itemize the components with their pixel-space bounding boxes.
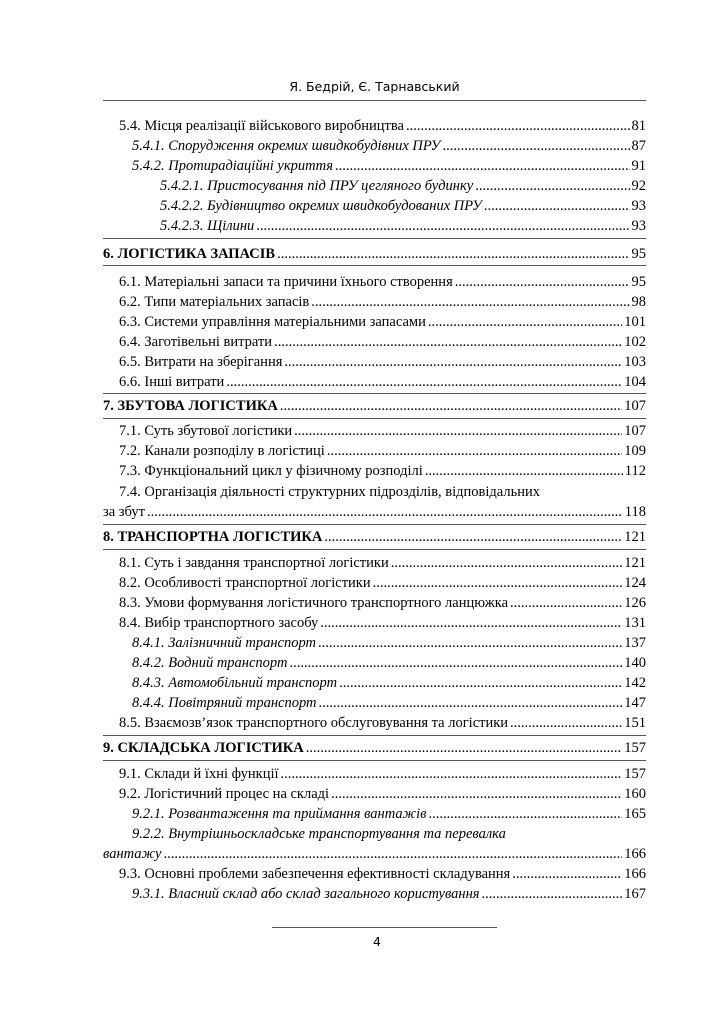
toc-entry-8-4[interactable]: 8.4. Вибір транспортного засобу ..... 131 [103, 613, 646, 633]
toc-entry-7-4-line1[interactable]: 7.4. Організація діяльності структурних підрозділів, відповідальних [119, 484, 540, 500]
toc-entry-8-1[interactable]: 8.1. Суть і завдання транспортної логістики ..... 121 [103, 553, 646, 573]
section-divider [103, 524, 646, 525]
toc-entry-9-2-2-line1[interactable]: 9.2.2. Внутрішньоскладське транспортування та перевалка [132, 826, 506, 842]
toc-entry-6-4[interactable]: 6.4. Заготівельні витрати ..... 102 [103, 332, 646, 352]
toc-entry-6-3[interactable]: 6.3. Системи управління матеріальними запасами ..... 101 [103, 312, 646, 332]
toc-chapter-9[interactable]: 9. СКЛАДСЬКА ЛОГІСТИКА ..... 157 [103, 738, 646, 758]
section-divider [103, 549, 646, 550]
toc-entry-7-2[interactable]: 7.2. Канали розподілу в логістиці ..... 109 [103, 441, 646, 461]
section-divider [103, 418, 646, 419]
toc-entry-5-4-2-1[interactable]: 5.4.2.1. Пристосування під ПРУ цегляного будинку ..... 92 [103, 176, 646, 196]
toc-entry-7-1[interactable]: 7.1. Суть збутової логістики ..... 107 [103, 421, 646, 441]
toc-entry-9-2[interactable]: 9.2. Логістичний процес на складі ..... 160 [103, 784, 646, 804]
toc-chapter-7[interactable]: 7. ЗБУТОВА ЛОГІСТИКА ..... 107 [103, 396, 646, 416]
toc-entry-6-2[interactable]: 6.2. Типи матеріальних запасів ..... 98 [103, 292, 646, 312]
toc-entry-9-3[interactable]: 9.3. Основні проблеми забезпечення ефективності складування ..... 166 [103, 864, 646, 884]
toc-entry-5-4-1[interactable]: 5.4.1. Спорудження окремих швидкобудівних ПРУ ..... 87 [103, 136, 646, 156]
toc-entry-8-4-4[interactable]: 8.4.4. Повітряний транспорт ..... 147 [103, 693, 646, 713]
toc-entry-8-5[interactable]: 8.5. Взаємозв’язок транспортного обслуговування та логістики ..... 151 [103, 713, 646, 733]
section-divider [103, 238, 646, 239]
header-rule [103, 100, 646, 101]
toc-entry-5-4-2-3[interactable]: 5.4.2.3. Щілини ..... 93 [103, 216, 646, 236]
toc-entry-8-4-3[interactable]: 8.4.3. Автомобільний транспорт ..... 142 [103, 673, 646, 693]
footer-rule [272, 927, 497, 928]
running-header: Я. Бедрій, Є. Тарнавський [289, 79, 460, 94]
toc-entry-6-6[interactable]: 6.6. Інші витрати ..... 104 [103, 372, 646, 392]
toc-entry-8-2[interactable]: 8.2. Особливості транспортної логістики ..... 124 [103, 573, 646, 593]
toc-entry-5-4[interactable]: 5.4. Місця реалізації військового виробництва ..... 81 [103, 116, 646, 136]
toc-entry-8-4-1[interactable]: 8.4.1. Залізничний транспорт ..... 137 [103, 633, 646, 653]
toc-chapter-8[interactable]: 8. ТРАНСПОРТНА ЛОГІСТИКА ..... 121 [103, 527, 646, 547]
section-divider [103, 735, 646, 736]
toc-entry-9-2-1[interactable]: 9.2.1. Розвантаження та приймання вантажів ..... 165 [103, 804, 646, 824]
toc-chapter-6[interactable]: 6. ЛОГІСТИКА ЗАПАСІВ ..... 95 [103, 244, 646, 264]
section-divider [103, 760, 646, 761]
toc-entry-9-3-1[interactable]: 9.3.1. Власний склад або склад загального користування ..... 167 [103, 884, 646, 904]
page-number: 4 [373, 934, 381, 949]
toc-entry-7-3[interactable]: 7.3. Функціональний цикл у фізичному розподілі ..... 112 [103, 461, 646, 481]
toc-entry-6-1[interactable]: 6.1. Матеріальні запаси та причини їхнього створення ..... 95 [103, 272, 646, 292]
section-divider [103, 265, 646, 266]
toc-entry-5-4-2[interactable]: 5.4.2. Протирадіаційні укриття ..... 91 [103, 156, 646, 176]
section-divider [103, 393, 646, 394]
toc-entry-8-4-2[interactable]: 8.4.2. Водний транспорт ..... 140 [103, 653, 646, 673]
toc-entry-7-4[interactable]: за збут ..... 118 [103, 502, 646, 522]
toc-entry-9-2-2[interactable]: вантажу ..... 166 [103, 844, 646, 864]
toc-entry-6-5[interactable]: 6.5. Витрати на зберігання ..... 103 [103, 352, 646, 372]
toc-entry-9-1[interactable]: 9.1. Склади й їхні функції ..... 157 [103, 764, 646, 784]
toc-entry-5-4-2-2[interactable]: 5.4.2.2. Будівництво окремих швидкобудованих ПРУ ..... 93 [103, 196, 646, 216]
toc-entry-8-3[interactable]: 8.3. Умови формування логістичного транспортного ланцюжка ..... 126 [103, 593, 646, 613]
